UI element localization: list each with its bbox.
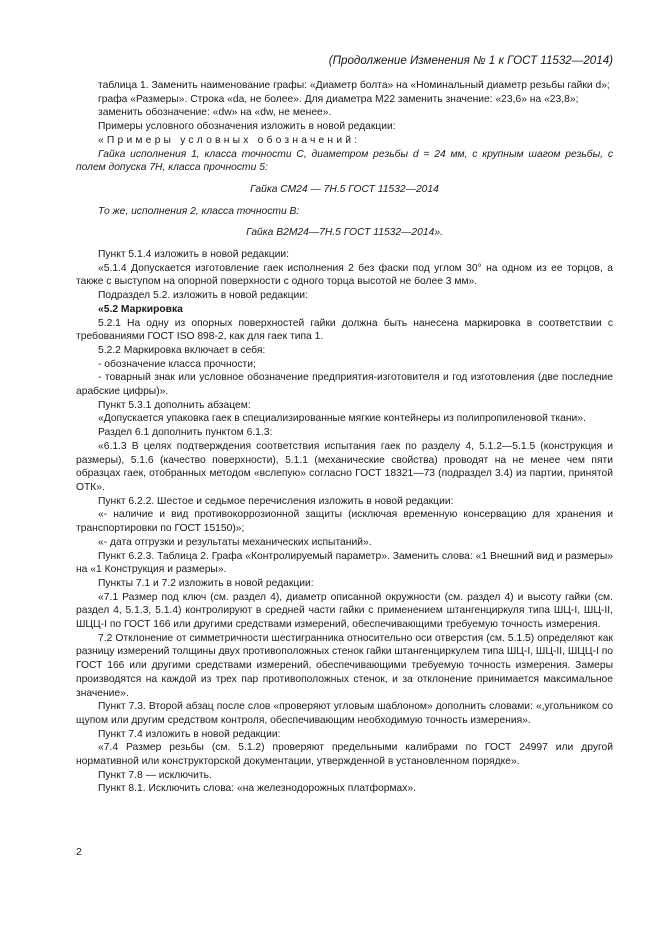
examples-heading: «Примеры условных обозначений: — [98, 134, 361, 146]
paragraph: Раздел 6.1 дополнить пунктом 6.1.3: — [98, 427, 273, 439]
paragraph: 5.2.2 Маркировка включает в себя: — [98, 344, 266, 356]
list-item: - обозначение класса прочности; — [98, 358, 256, 370]
document-body — [76, 79, 613, 796]
list-item: - товарный знак или условное обозначение предприятия-изготовителя и год изготовления (две последние арабские цифры)». — [76, 372, 613, 398]
paragraph: Пункт 7.4 изложить в новой редакции: — [98, 728, 281, 740]
paragraph: «Допускается упаковка гаек в специализированные мягкие контейнеры из полипропиленовой ткани». — [98, 413, 586, 425]
paragraph: Пункт 7.3. Второй абзац после слов «проверяют угловым шаблоном» дополнить словами: «,угольником со щупом или другим средством контроля, обеспечивающим необходимую точность измерения». — [76, 701, 613, 726]
paragraph: Пункт 7.8 — исключить. — [98, 769, 212, 781]
page-number: 2 — [76, 846, 82, 858]
paragraph: Пункт 6.2.3. Таблица 2. Графа «Контролируемый параметр». Заменить слова: «1 Внешний вид и размеры» на «1 Конструкция и размеры». — [76, 550, 613, 576]
paragraph: Пункт 5.3.1 дополнить абзацем: — [98, 399, 251, 411]
paragraph: Пункт 6.2.2. Шестое и седьмое перечисления изложить в новой редакции: — [98, 495, 454, 507]
example-description: То же, исполнения 2, класса точности В: — [98, 205, 300, 217]
paragraph: Примеры условного обозначения изложить в новой редакции: — [98, 121, 396, 133]
paragraph: «5.1.4 Допускается изготовление гаек исполнения 2 без фаски под углом 30° на одном из ее торцов, а также с выступом на опорной поверхности с одного торца высотой не более 3 мм». — [76, 262, 613, 288]
paragraph: Пункт 5.1.4 изложить в новой редакции: — [98, 249, 290, 261]
paragraph: «7.4 Размер резьбы (см. 5.1.2) проверяют предельными калибрами по ГОСТ 24997 или другой нормативной или конструкторской документации, утвержденной в установленном порядке». — [76, 742, 613, 768]
paragraph: «- дата отгрузки и результаты механических испытаний». — [98, 536, 372, 548]
paragraph: 5.2.1 На одну из опорных поверхностей гайки должна быть нанесена маркировка в соответствии с требованиями ГОСТ ISO 898-2, как для гаек типа 1. — [76, 317, 613, 343]
paragraph: «- наличие и вид противокоррозионной защиты (исключая временную консервацию для хранения и транспортировки по ГОСТ 15150)»; — [76, 509, 613, 535]
paragraph: «6.1.3 В целях подтверждения соответствия испытания гаек по разделу 4, 5.1.2—5.1.5 (конструкция и размеры), 5.1.6 (качество поверхности), 5.1.1 (механические свойства) проводят на не менее чем пяти образцах гаек, отобранных методом «вслепую» согласно ГОСТ 18321—73 (подраздел 3.4) из партии, принятой ОТК». — [76, 440, 613, 493]
paragraph: Подраздел 5.2. изложить в новой редакции: — [98, 290, 308, 302]
paragraph: таблица 1. Заменить наименование графы: «Диаметр болта» на «Номинальный диаметр резьбы гайки d»; — [98, 80, 610, 91]
example-description: Гайка исполнения 1, класса точности С, диаметром резьбы d = 24 мм, с крупным шагом резьбы, с полем допуска 7Н, класса прочности 5: — [76, 148, 613, 174]
section-heading: «5.2 Маркировка — [98, 303, 183, 315]
paragraph: Пункт 8.1. Исключить слова: «на железнодорожных платформах». — [98, 783, 417, 795]
page-header: (Продолжение Изменения № 1 к ГОСТ 11532—2014) — [328, 54, 613, 67]
paragraph: «7.1 Размер под ключ (см. раздел 4), диаметр описанной окружности (см. раздел 4) и высоту гайки (см. раздел 4, 5.1.3, 5.1.4) контролируют в средней части гайки с применением штангенциркуля типа ШЦ-I, ШЦ-II, ШЦЦ-I по ГОСТ 166 или другими средствами измерений, обеспечивающими требуемую точность измерения. — [76, 591, 613, 631]
paragraph: 7.2 Отклонение от симметричности шестигранника относительно оси отверстия (см. 5.1.5) определяют как разницу измерений толщины двух противоположных стенок гайки штангенциркулем типа ШЦ-I, ШЦ-II, ШЦЦ-I по ГОСТ 166 или другими средствами измерений, обеспечивающими требуемую точность измерения. Замеры производятся на каждой из трех пар противоположных стенок, и за отклонение принимается максимальное значение». — [76, 632, 613, 699]
paragraph: Пункты 7.1 и 7.2 изложить в новой редакции: — [98, 577, 314, 589]
example-designation: Гайка В2М24—7Н.5 ГОСТ 11532—2014». — [246, 227, 443, 239]
example-designation: Гайка СМ24 — 7Н.5 ГОСТ 11532—2014 — [250, 183, 439, 195]
paragraph: графа «Размеры». Строка «da, не более». Для диаметра М22 заменить значение: «23,6» на «23,8»; — [98, 93, 579, 105]
paragraph: заменить обозначение: «dw» на «dw, не менее». — [98, 107, 332, 119]
